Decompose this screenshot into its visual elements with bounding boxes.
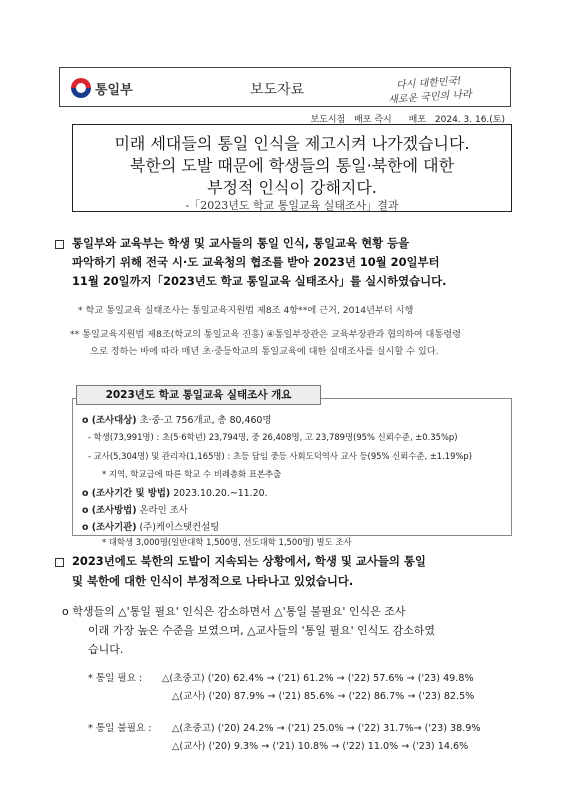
method-label: o (조사방법) [82, 505, 137, 516]
target-value: 초·중·고 756개교, 총 80,460명 [139, 415, 272, 426]
para2-line-1: 2023년에도 북한의 도발이 지속되는 상황에서, 학생 및 교사들의 통일 [72, 554, 426, 568]
overview-students: - 학생(73,991명) : 초(5·6학년) 23,794명, 중 26,408명, 고 23,789명(95% 신뢰수준, ±0.35%p) [88, 432, 458, 442]
stat-unneed-students: △(초중고) ('20) 24.2% → ('21) 25.0% → ('22) 31.7%→ ('23) 38.9% [172, 723, 481, 734]
square-bullet-icon [55, 558, 64, 567]
method-value: 온라인 조사 [139, 505, 188, 516]
release-time-label: 보도시점 [310, 115, 346, 125]
footnote-2b: 으로 정하는 바에 따라 매년 초·중등학교의 통일교육에 대한 실태조사를 실시할 수 있다. [90, 346, 439, 357]
title-line-2: 북한의 도발 때문에 학생들의 통일·북한에 대한 [129, 156, 455, 175]
overview-method [82, 502, 188, 516]
distribute-label: 배포 [408, 115, 427, 125]
para1-line-1: 통일부와 교육부는 학생 및 교사들의 통일 인식, 통일교육 현황 등을 [72, 236, 410, 250]
agency-label: o (조사기관) [82, 522, 137, 533]
overview-sampling-note: * 지역, 학교급에 따른 학교 수 비례층화 표본추출 [102, 469, 282, 479]
stat-need-students: △(초중고) ('20) 62.4% → ('21) 61.2% → ('22) 57.6% → ('23) 49.8% [162, 673, 474, 684]
footnote-1: * 학교 통일교육 실태조사는 통일교육지원법 제8조 4항**에 근거, 2014년부터 시행 [78, 305, 414, 316]
subtitle: -「2023년도 학교 통일교육 실태조사」결과 [185, 199, 399, 212]
period-label: o (조사기간 및 방법) [82, 488, 171, 499]
overview-title: 2023년도 학교 통일교육 실태조사 개요 [76, 385, 321, 405]
period-value: 2023.10.20.~11.20. [173, 488, 268, 499]
ministry-name: 통일부 [95, 83, 133, 98]
overview-agency [82, 519, 219, 533]
footnote-2a: ** 통일교육지원법 제8조(학교의 통일교육 진흥) ④통일부장관은 교육부장관과 협의하여 대통령령 [70, 329, 462, 340]
overview-period [82, 485, 268, 499]
stat-unneed-label: * 통일 불필요 : [88, 723, 152, 734]
title-line-1: 미래 세대들의 통일 인식을 제고시켜 나가겠습니다. [114, 134, 470, 153]
stat-need-label: * 통일 필요 : [88, 673, 143, 684]
agency-value: (주)케이스탯컨설팅 [139, 522, 220, 533]
square-bullet-icon [55, 240, 64, 249]
para1-line-3: 11월 20일까지「2023년도 학교 통일교육 실태조사」를 실시하였습니다. [72, 274, 447, 288]
distribute-date: 2024. 3. 16.(토) [434, 115, 505, 125]
doc-type-title: 보도자료 [250, 82, 305, 98]
overview-teachers: - 교사(5,304명) 및 관리자(1,165명) : 초등 담임 중등 사회도덕역사 교사 등(95% 신뢰수준, ±1.19%p) [88, 451, 472, 461]
release-time-value: 배포 즉시 [354, 115, 392, 125]
taegeuk-logo-icon [71, 78, 91, 98]
overview-target [82, 412, 271, 426]
para1-line-2: 파악하기 위해 전국 시·도 교육청의 협조를 받아 2023년 10월 20일부터 [72, 255, 440, 269]
para3-line-2: 이래 가장 높은 수준을 보였으며, △교사들의 '통일 필요' 인식도 감소하였 [88, 624, 435, 637]
para3-line-1: o 학생들의 △'통일 필요' 인식은 감소하면서 △'통일 불필요' 인식은 조사 [62, 605, 406, 618]
para3-line-3: 습니다. [88, 643, 124, 656]
slogan-line-1: 다시 대한민국! [395, 75, 462, 92]
overview-univ-note: * 대학생 3,000명(일반대학 1,500명, 선도대학 1,500명) 별도 조사 [102, 537, 352, 547]
stat-need-teachers: △(교사) ('20) 87.9% → ('21) 85.6% → ('22) 86.7% → ('23) 82.5% [172, 691, 475, 702]
stat-unneed-teachers: △(교사) ('20) 9.3% → ('21) 10.8% → ('22) 11.0% → ('23) 14.6% [172, 741, 469, 752]
slogan-line-2: 새로운 국민의 나라 [387, 89, 473, 106]
title-line-3: 부정적 인식이 강해지다. [207, 178, 377, 197]
target-label: o (조사대상) [82, 415, 137, 426]
para2-line-2: 및 북한에 대한 인식이 부정적으로 나타나고 있었습니다. [72, 574, 354, 588]
